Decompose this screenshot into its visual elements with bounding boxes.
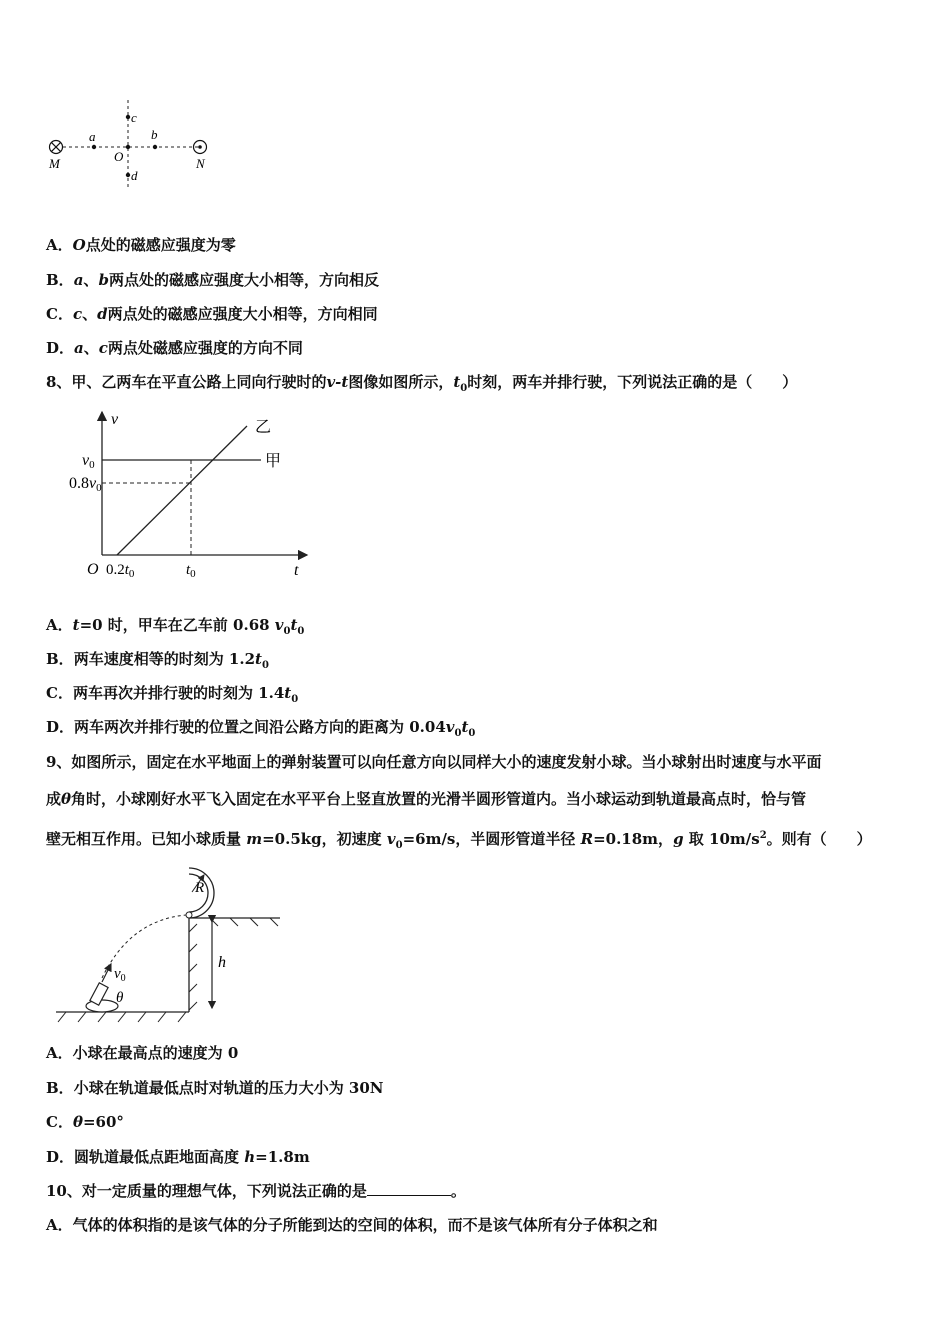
option-text: 两车两次并排行驶的位置之间沿公路方向的距离为 0.04 xyxy=(74,718,446,736)
option-text: =1.8m xyxy=(255,1148,310,1166)
option-key: D． xyxy=(46,1148,75,1166)
ground-hatching xyxy=(58,1012,186,1022)
label-n: N xyxy=(196,156,205,171)
vt-graph xyxy=(69,408,320,583)
q10-option-a[interactable] xyxy=(46,1215,658,1235)
var-o: O xyxy=(72,236,86,254)
q9-option-c[interactable] xyxy=(46,1112,124,1132)
q9-stem-line-2 xyxy=(46,789,806,809)
option-text: 圆轨道最低点距地面高度 xyxy=(74,1148,245,1166)
stem-text: 壁无相互作用。已知小球质量 xyxy=(46,830,247,848)
separator: 、 xyxy=(82,305,98,323)
stem-text: 时刻，两车并排行驶，下列说法正确的是（ ） xyxy=(467,373,798,391)
platform-hatching xyxy=(210,918,278,926)
var-r: R xyxy=(580,830,594,848)
var-g: g xyxy=(673,830,684,848)
stem-text: 取 10m/s xyxy=(683,830,760,848)
q7-option-a[interactable] xyxy=(46,235,236,255)
var-c: c xyxy=(98,339,108,357)
separator: 、 xyxy=(83,339,99,357)
label-v-axis: v xyxy=(111,411,119,428)
label-02t0: $0.2t_0$ xyxy=(106,562,135,580)
stem-text: 角时，小球刚好水平飞入固定在水平平台上竖直放置的光滑半圆形管道内。当小球运动到轨道最高点时，恰与管 xyxy=(71,790,807,808)
option-text: 两点处磁感应强度的方向不同 xyxy=(107,339,303,357)
option-text: 两点处的磁感应强度大小相等，方向相反 xyxy=(108,271,379,289)
label-t-axis: t xyxy=(294,562,299,579)
option-text: 两点处的磁感应强度大小相等，方向相同 xyxy=(107,305,378,323)
subscript: 0 xyxy=(460,383,468,394)
subscript: 0 xyxy=(291,694,299,705)
var-vt: v-t xyxy=(326,373,349,391)
velocity-arrow xyxy=(102,964,111,982)
stem-text: 。 xyxy=(450,1182,466,1200)
var-a: a xyxy=(74,339,84,357)
subscript: 0 xyxy=(454,728,462,739)
option-key: A． xyxy=(46,236,73,254)
point-c xyxy=(126,115,130,119)
option-key: B． xyxy=(46,1079,74,1097)
label-b: b xyxy=(151,127,158,142)
option-text: 小球在轨道最低点时对轨道的压力大小为 30N xyxy=(73,1079,384,1097)
option-text: =60° xyxy=(82,1113,124,1131)
label-c: c xyxy=(131,110,137,125)
point-a xyxy=(92,145,96,149)
option-key: D． xyxy=(46,718,75,736)
subscript: 0 xyxy=(261,660,269,671)
q8-option-c[interactable] xyxy=(46,683,298,710)
car-yi-line xyxy=(117,426,247,555)
subscript: 0 xyxy=(468,728,476,739)
option-text: =0 时，甲车在乙车前 0.68 xyxy=(79,616,275,634)
var-v: v xyxy=(274,616,284,634)
option-key: A． xyxy=(46,1216,73,1234)
q8-stem xyxy=(46,372,797,399)
separator: 、 xyxy=(83,271,99,289)
q9-stem-line-1 xyxy=(46,752,821,772)
stem-text: =6m/s，半圆形管道半径 xyxy=(402,830,581,848)
magnetic-field-diagram xyxy=(40,95,230,190)
option-text: 两车再次并排行驶的时刻为 1.4 xyxy=(72,684,285,702)
projectile-pipe-diagram xyxy=(52,860,287,1025)
var-b: b xyxy=(98,271,109,289)
ball-at-entry xyxy=(186,912,192,918)
option-key: A． xyxy=(46,616,73,634)
label-m: M xyxy=(49,156,60,171)
label-car-jia: 甲 xyxy=(265,453,282,470)
option-text: 点处的磁感应强度为零 xyxy=(85,236,236,254)
label-a: a xyxy=(89,129,96,144)
q7-option-d[interactable] xyxy=(46,338,303,358)
stem-text: 。则有（ ） xyxy=(766,830,872,848)
point-d xyxy=(126,173,130,177)
var-d: d xyxy=(97,305,108,323)
subscript: 0 xyxy=(283,626,291,637)
var-t: t xyxy=(255,650,262,668)
label-o: O xyxy=(114,149,124,164)
option-key: C． xyxy=(46,305,73,323)
var-theta: θ xyxy=(61,790,72,808)
var-t: t xyxy=(290,616,298,634)
label-v0: $v_0$ xyxy=(114,966,126,984)
q7-option-b[interactable] xyxy=(46,270,379,290)
var-c: c xyxy=(72,305,83,323)
var-v: v xyxy=(386,830,396,848)
point-b xyxy=(153,145,157,149)
var-t: t xyxy=(72,616,80,634)
option-key: A． xyxy=(46,1044,73,1062)
answer-blank[interactable] xyxy=(367,1181,451,1196)
label-08v0: 0.8v0 xyxy=(69,475,102,494)
q9-stem-line-3 xyxy=(46,826,872,856)
label-v0: v0 xyxy=(82,452,95,471)
q8-option-b[interactable] xyxy=(46,649,269,676)
option-key: C． xyxy=(46,684,73,702)
option-key: B． xyxy=(46,271,74,289)
label-t0: $t_0$ xyxy=(186,562,196,580)
var-a: a xyxy=(73,271,84,289)
option-key: B． xyxy=(46,650,74,668)
wall-hatching xyxy=(189,924,197,1010)
q7-option-c[interactable] xyxy=(46,304,378,324)
q9-option-d[interactable] xyxy=(46,1147,310,1167)
label-h: h xyxy=(218,954,226,971)
subscript: 0 xyxy=(395,840,403,851)
stem-text: 成 xyxy=(46,790,62,808)
option-key: C． xyxy=(46,1113,73,1131)
stem-text: 10、对一定质量的理想气体，下列说法正确的是 xyxy=(46,1182,367,1200)
superscript: 2 xyxy=(759,830,767,841)
label-r: R xyxy=(195,880,205,896)
stem-text: 9、如图所示，固定在水平地面上的弹射装置可以向任意方向以同样大小的速度发射小球。当小球射出时速度与水平面 xyxy=(46,753,822,771)
var-t: t xyxy=(461,718,469,736)
stem-text: 8、甲、乙两车在平直公路上同向行驶时的 xyxy=(46,373,327,391)
label-theta: θ xyxy=(116,990,124,1006)
q9-option-a[interactable] xyxy=(46,1043,238,1063)
launcher-icon xyxy=(86,983,118,1012)
var-theta: θ xyxy=(72,1113,83,1131)
q10-stem xyxy=(46,1181,466,1201)
stem-text: 图像如图所示， xyxy=(348,373,454,391)
subscript: 0 xyxy=(297,626,305,637)
point-o xyxy=(126,145,130,149)
option-key: D． xyxy=(46,339,75,357)
q8-option-a[interactable] xyxy=(46,615,304,642)
q8-option-d[interactable] xyxy=(46,717,475,744)
q9-option-b[interactable] xyxy=(46,1078,384,1098)
option-text: 气体的体积指的是该气体的分子所能到达的空间的体积，而不是该气体所有分子体积之和 xyxy=(72,1216,658,1234)
wire-m-into-page-icon xyxy=(50,141,63,154)
var-t: t xyxy=(284,684,292,702)
label-origin: O xyxy=(87,561,99,578)
var-h: h xyxy=(244,1148,256,1166)
var-m: m xyxy=(246,830,263,848)
option-text: 小球在最高点的速度为 0 xyxy=(72,1044,239,1062)
var-t: t xyxy=(453,373,461,391)
option-text: 两车速度相等的时刻为 1.2 xyxy=(73,650,256,668)
stem-text: =0.5kg，初速度 xyxy=(262,830,387,848)
label-d: d xyxy=(131,168,138,183)
var-v: v xyxy=(445,718,455,736)
label-car-yi: 乙 xyxy=(255,419,272,436)
stem-text: =0.18m， xyxy=(593,830,674,848)
